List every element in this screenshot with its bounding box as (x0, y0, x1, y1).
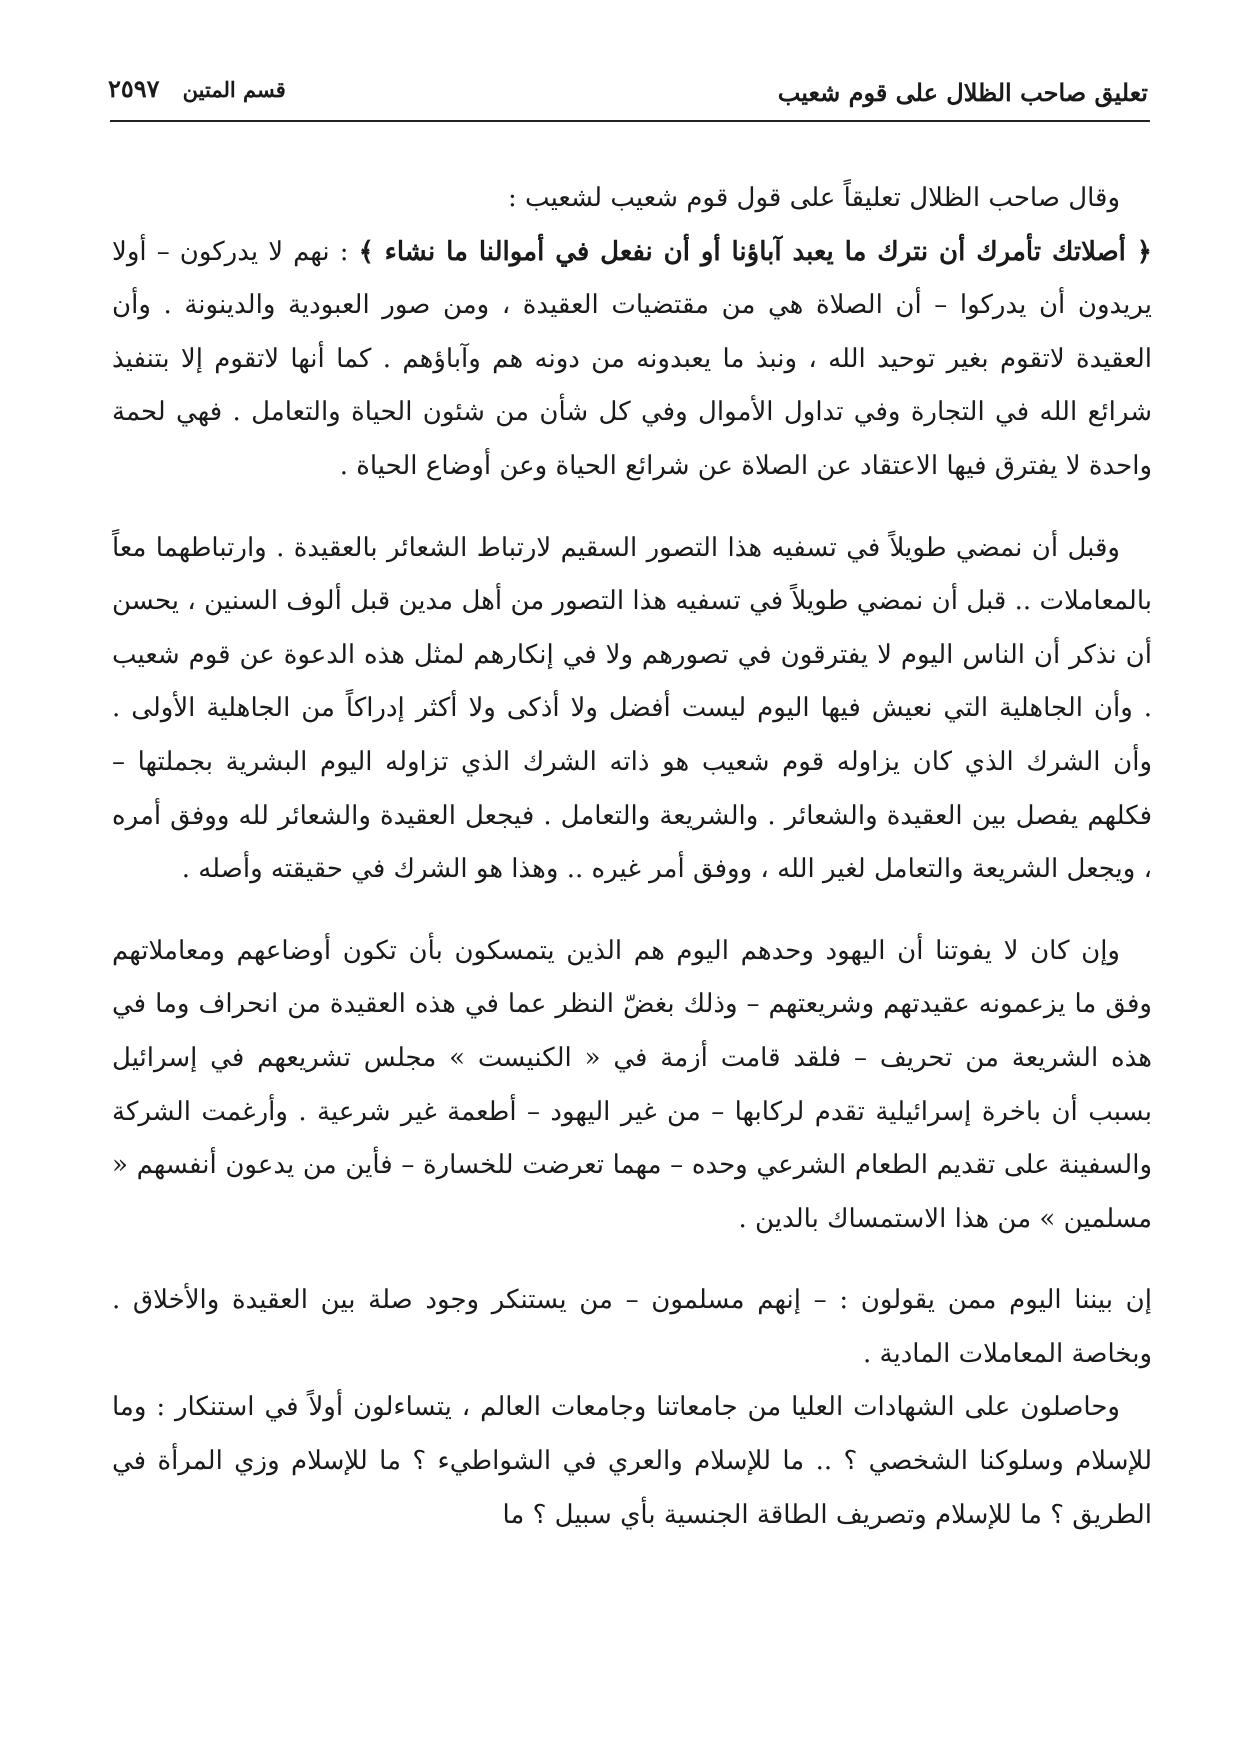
paragraph-verse-commentary (112, 226, 1152, 494)
header-divider (110, 120, 1150, 122)
paragraph-3: وقبل أن نمضي طويلاً في تسفيه هذا التصور السقيم لارتباط الشعائر بالعقيدة . وارتباطهما معاً بالمعاملات .. قبل أن نمضي طويلاً في تسفيه هذا التصور من أهل مدين قبل ألوف السنين ، يحسن أن نذكر أن الناس اليوم لا يفترقون في تصورهم ولا في إنكارهم لمثل هذه الدعوة عن قوم شعيب . وأن الجاهلية التي نعيش فيها اليوم ليست أفضل ولا أذكى ولا أكثر إدراكاً من الجاهلية الأولى . وأن الشرك الذي كان يزاوله قوم شعيب هو ذاته الشرك الذي تزاوله اليوم البشرية بجملتها – فكلهم يفصل بين العقيدة والشعائر . والشريعة والتعامل . فيجعل العقيدة والشعائر لله ووفق أمره ، ويجعل الشريعة والتعامل لغير الله ، ووفق أمر غيره .. وهذا هو الشرك في حقيقته وأصله . (112, 532, 1152, 885)
header-meta (108, 74, 286, 103)
verse-commentary-text: : نهم لا يدركون – أولا يريدون أن يدركوا – أن الصلاة هي من مقتضيات العقيدة ، ومن صور العبودية والدينونة . وأن العقيدة لاتقوم بغير توحيد الله ، ونبذ ما يعبدونه من دونه هم وآباؤهم . كما أنها لاتقوم إلا بتنفيذ شرائع الله في التجارة وفي تداول الأموال وفي كل شأن من شئون الحياة والتعامل . فهي لحمة واحدة لا يفترق فيها الاعتقاد عن الصلاة عن شرائع الحياة وعن أوضاع الحياة . (112, 236, 1152, 481)
paragraph-5: إن بيننا اليوم ممن يقولون : – إنهم مسلمون – من يستنكر وجود صلة بين العقيدة والأخلاق . وبخاصة المعاملات المادية . (112, 1285, 1152, 1369)
header-section: قسم المتين (182, 77, 286, 102)
paragraph-4: وإن كان لا يفوتنا أن اليهود وحدهم اليوم هم الذين يتمسكون بأن تكون أوضاعهم ومعاملاتهم وفق ما يزعمونه عقيدتهم وشريعتهم – وذلك بغضّ النظر عما في هذه العقيدة من انحراف وما في هذه الشريعة من تحريف – فلقد قامت أزمة في « الكنيست » مجلس تشريعهم في إسرائيل بسبب أن باخرة إسرائيلية تقدم لركابها – من غير اليهود – أطعمة غير شرعية . وأرغمت الشركة والسفينة على تقديم الطعام الشرعي وحده – مهما تعرضت للخسارة – فأين من يدعون أنفسهم « مسلمين » من هذا الاستمساك بالدين . (112, 935, 1152, 1234)
body-text (112, 172, 1152, 1542)
page-number: ٢٥٩٧ (108, 74, 160, 103)
paragraph-6: وحاصلون على الشهادات العليا من جامعاتنا وجامعات العالم ، يتساءلون أولاً في استنكار : وما للإسلام وسلوكنا الشخصي ؟ .. ما للإسلام والعري في الشواطيء ؟ ما للإسلام وزي المرأة في الطريق ؟ ما للإسلام وتصريف الطاقة الجنسية بأي سبيل ؟ ما (112, 1392, 1152, 1530)
quranic-verse: ﴿ أصلاتك تأمرك أن نترك ما يعبد آباؤنا أو أن نفعل في أموالنا ما نشاء ﴾ (358, 236, 1153, 267)
header-title: تعليق صاحب الظلال على قوم شعيب (777, 78, 1148, 107)
running-header (108, 72, 1148, 112)
paragraph-intro: وقال صاحب الظلال تعليقاً على قول قوم شعيب لشعيب : (508, 183, 1120, 213)
